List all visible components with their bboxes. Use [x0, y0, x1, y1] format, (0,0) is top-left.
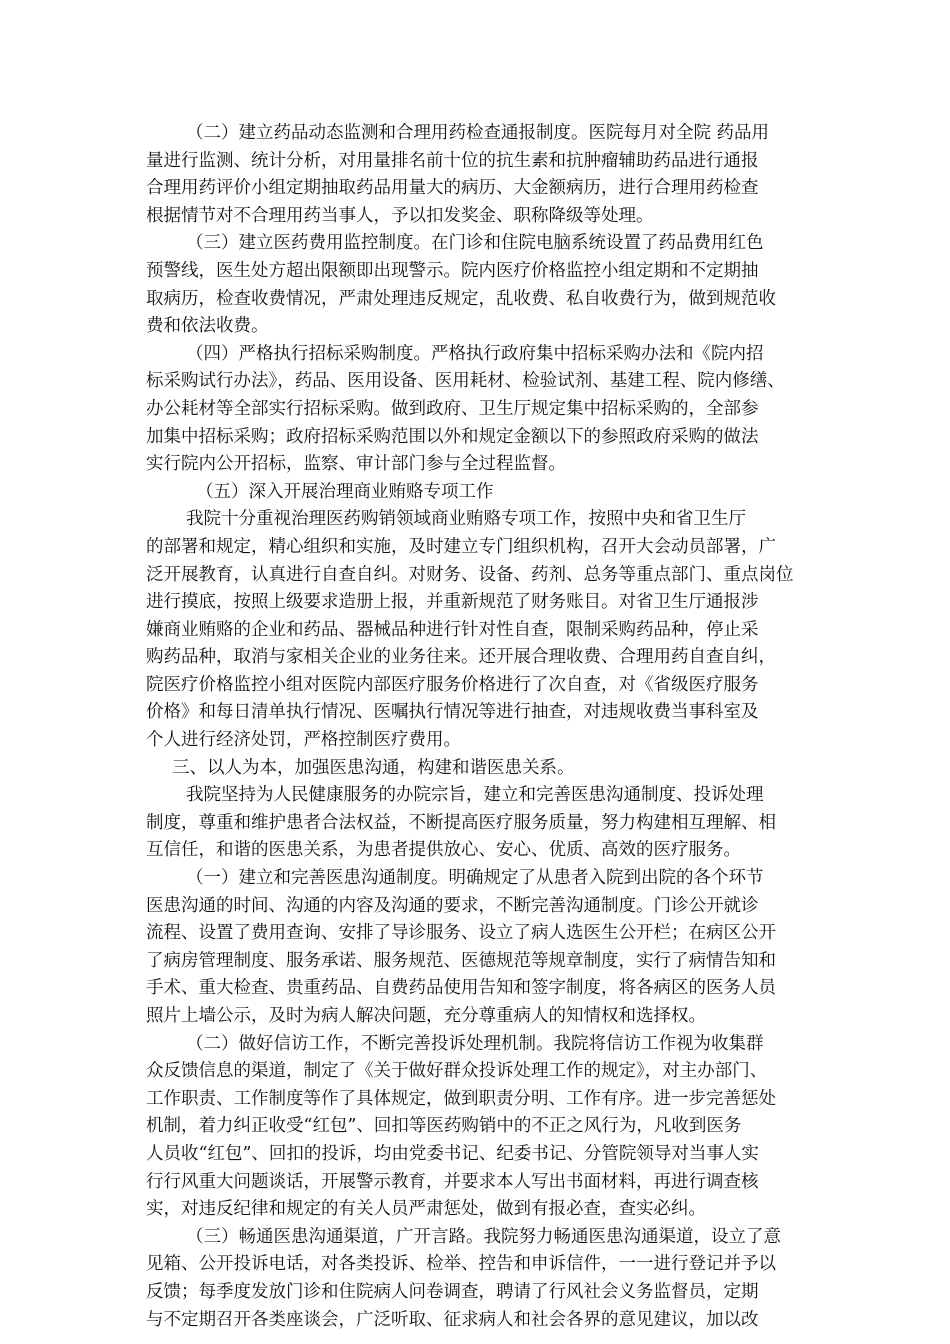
text-line: 实，对违反纪律和规定的有关人员严肃惩处，做到有报必查，查实必纠。: [146, 1199, 706, 1220]
text-line: 个人进行经济处罚，严格控制医疗费用。: [146, 730, 461, 751]
text-line: 量进行监测、统计分析，对用量排名前十位的抗生素和抗肿瘤辅助药品进行通报: [146, 150, 759, 171]
text-line: 嫌商业贿赂的企业和药品、器械品种进行针对性自查，限制采购药品种，停止采: [146, 619, 759, 640]
text-line: 互信任，和谐的医患关系，为患者提供放心、安心、优质、高效的医疗服务。: [146, 840, 741, 861]
text-line: 工作职责、工作制度等作了具体规定，做到职责分明、工作有序。进一步完善惩处: [146, 1088, 776, 1109]
text-line: 人员收“红包”、回扣的投诉，均由党委书记、纪委书记、分管院领导对当事人实: [146, 1143, 759, 1164]
text-line: 费和依法收费。: [146, 316, 269, 337]
text-line: 见箱、公开投诉电话，对各类投诉、检举、控告和申诉信件，一一进行登记并予以: [146, 1254, 776, 1275]
text-line: （三）建立医药费用监控制度。在门诊和住院电脑系统设置了药品费用红色: [186, 233, 764, 254]
text-line: 办公耗材等全部实行招标采购。做到政府、卫生厅规定集中招标采购的，全部参: [146, 398, 759, 419]
text-line: 机制，着力纠正收受“红包”、回扣等医药购销中的不正之风行为，凡收到医务: [146, 1116, 742, 1137]
text-line: （二）建立药品动态监测和合理用药检查通报制度。医院每月对全院 药品用: [186, 123, 770, 143]
text-line: 购药品种，取消与家相关企业的业务往来。还开展合理收费、合理用药自查自纠，: [146, 647, 776, 668]
text-line: 手术、重大检查、贵重药品、自费药品使用告知和签字制度，将各病区的医务人员: [146, 978, 776, 999]
section-heading: 三、以人为本，加强医患沟通，构建和谐医患关系。: [172, 757, 575, 778]
text-line: 泛开展教育，认真进行自查自纠。对财务、设备、药剂、总务等重点部门、重点岗位: [146, 564, 794, 585]
text-line: 根据情节对不合理用药当事人，予以扣发奖金、职称降级等处理。: [146, 205, 654, 226]
text-line: 合理用药评价小组定期抽取药品用量大的病历、大金额病历，进行合理用药检查: [146, 178, 759, 199]
text-line: 我院十分重视治理医药购销领域商业贿赂专项工作，按照中央和省卫生厅: [186, 509, 746, 530]
document-body: [146, 120, 814, 1334]
text-line: 取病历，检查收费情况，严肃处理违反规定，乱收费、私自收费行为，做到规范收: [146, 288, 776, 309]
text-line: 进行摸底，按照上级要求造册上报，并重新规范了财务账目。对省卫生厅通报涉: [146, 592, 759, 613]
text-line: 流程、设置了费用查询、安排了导诊服务、设立了病人选医生公开栏；在病区公开: [146, 923, 776, 944]
text-line: 预警线，医生处方超出限额即出现警示。院内医疗价格监控小组定期和不定期抽: [146, 260, 759, 281]
text-line: 医患沟通的时间、沟通的内容及沟通的要求，不断完善沟通制度。门诊公开就诊: [146, 895, 759, 916]
text-line: （四）严格执行招标采购制度。严格执行政府集中招标采购办法和《院内招: [186, 343, 764, 364]
text-line: 的部署和规定，精心组织和实施，及时建立专门组织机构，召开大会动员部署，广: [146, 536, 776, 557]
text-line: 制度，尊重和维护患者合法权益，不断提高医疗服务质量，努力构建相互理解、相: [146, 812, 776, 833]
text-line: 反馈；每季度发放门诊和住院病人问卷调查，聘请了行风社会义务监督员，定期: [146, 1281, 759, 1302]
text-line: 我院坚持为人民健康服务的办院宗旨，建立和完善医患沟通制度、投诉处理: [186, 785, 764, 806]
text-line: （二）做好信访工作，不断完善投诉处理机制。我院将信访工作视为收集群: [186, 1033, 764, 1054]
text-line: 与不定期召开各类座谈会，广泛听取、征求病人和社会各界的意见建议，加以改: [146, 1309, 759, 1330]
text-line: 了病房管理制度、服务承诺、服务规范、医德规范等规章制度，实行了病情告知和: [146, 950, 776, 971]
section-heading: （五）深入开展治理商业贿赂专项工作: [196, 481, 494, 502]
text-line: 价格》和每日清单执行情况、医嘱执行情况等进行抽查，对违规收费当事科室及: [146, 702, 759, 723]
text-line: （三）畅通医患沟通渠道，广开言路。我院努力畅通医患沟通渠道，设立了意: [186, 1226, 781, 1247]
text-line: 实行院内公开招标，监察、审计部门参与全过程监督。: [146, 454, 566, 475]
text-line: 标采购试行办法》，药品、医用设备、医用耗材、检验试剂、基建工程、院内修缮、: [146, 371, 785, 392]
text-line: （一）建立和完善医患沟通制度。明确规定了从患者入院到出院的各个环节: [186, 868, 764, 889]
text-line: 加集中招标采购；政府招标采购范围以外和规定金额以下的参照政府采购的做法: [146, 426, 759, 447]
text-line: 院医疗价格监控小组对医院内部医疗服务价格进行了次自查，对《省级医疗服务: [146, 674, 759, 695]
text-line: 众反馈信息的渠道，制定了《关于做好群众投诉处理工作的规定》，对主办部门、: [146, 1061, 768, 1082]
text-line: 行行风重大问题谈话，开展警示教育，并要求本人写出书面材料，再进行调查核: [146, 1171, 759, 1192]
text-line: 照片上墙公示，及时为病人解决问题，充分尊重病人的知情权和选择权。: [146, 1006, 706, 1026]
